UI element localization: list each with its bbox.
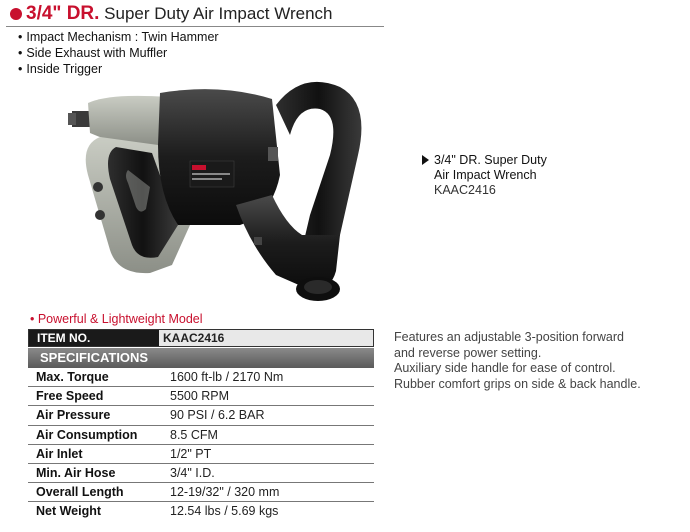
spec-value: 90 PSI / 6.2 BAR — [170, 408, 265, 423]
item-number-value: KAAC2416 — [159, 330, 373, 346]
spec-row — [28, 368, 374, 387]
specifications-header: SPECIFICATIONS — [28, 348, 374, 368]
description-line: and reverse power setting. — [394, 345, 542, 360]
item-number-row — [28, 329, 374, 347]
spec-value: 5500 RPM — [170, 389, 230, 404]
spec-value: 1/2" PT — [170, 446, 212, 461]
product-description — [394, 330, 684, 392]
spec-value: 3/4" I.D. — [170, 465, 215, 480]
spec-key: Free Speed — [36, 389, 104, 404]
spec-row — [28, 483, 374, 502]
title-bullet-icon — [10, 8, 22, 20]
description-line: Rubber comfort grips on side & back handle. — [394, 376, 641, 391]
spec-key: Overall Length — [36, 485, 124, 500]
description-line: Auxiliary side handle for ease of control. — [394, 361, 616, 375]
feature-item: • Impact Mechanism : Twin Hammer — [18, 29, 219, 45]
spec-value: 12.54 lbs / 5.69 kgs — [170, 504, 279, 519]
impact-wrench-image — [40, 75, 400, 320]
specifications-table — [28, 368, 374, 521]
spec-row — [28, 406, 374, 425]
page-title — [26, 3, 333, 25]
feature-list — [18, 29, 219, 77]
title-divider — [6, 26, 384, 27]
spec-row — [28, 502, 374, 520]
callout-line: 3/4" DR. Super Duty — [434, 153, 547, 167]
drive-size: 3/4" DR. — [26, 3, 100, 24]
spec-row — [28, 387, 374, 406]
spec-key: Net Weight — [36, 504, 102, 519]
product-name: Super Duty Air Impact Wrench — [104, 4, 333, 23]
spec-value: 1600 ft-lb / 2170 Nm — [170, 370, 284, 384]
spec-value: 12-19/32" / 320 mm — [170, 485, 280, 500]
spec-key: Min. Air Hose — [36, 465, 116, 480]
description-line: Features an adjustable 3-position forward — [394, 330, 624, 344]
spec-row — [28, 445, 374, 464]
feature-item: • Inside Trigger — [18, 61, 219, 77]
callout-model: KAAC2416 — [434, 183, 496, 197]
spec-key: Air Inlet — [36, 446, 83, 461]
product-callout — [424, 153, 547, 198]
tagline: • Powerful & Lightweight Model — [30, 312, 203, 326]
spec-key: Air Consumption — [36, 427, 138, 442]
spec-row — [28, 426, 374, 445]
item-number-label: ITEM NO. — [29, 330, 159, 346]
spec-value: 8.5 CFM — [170, 427, 218, 442]
feature-item: • Side Exhaust with Muffler — [18, 45, 219, 61]
spec-key: Air Pressure — [36, 408, 111, 423]
spec-key: Max. Torque — [36, 370, 109, 384]
spec-row — [28, 464, 374, 483]
callout-line: Air Impact Wrench — [434, 168, 537, 182]
callout-arrow-icon — [422, 155, 429, 165]
